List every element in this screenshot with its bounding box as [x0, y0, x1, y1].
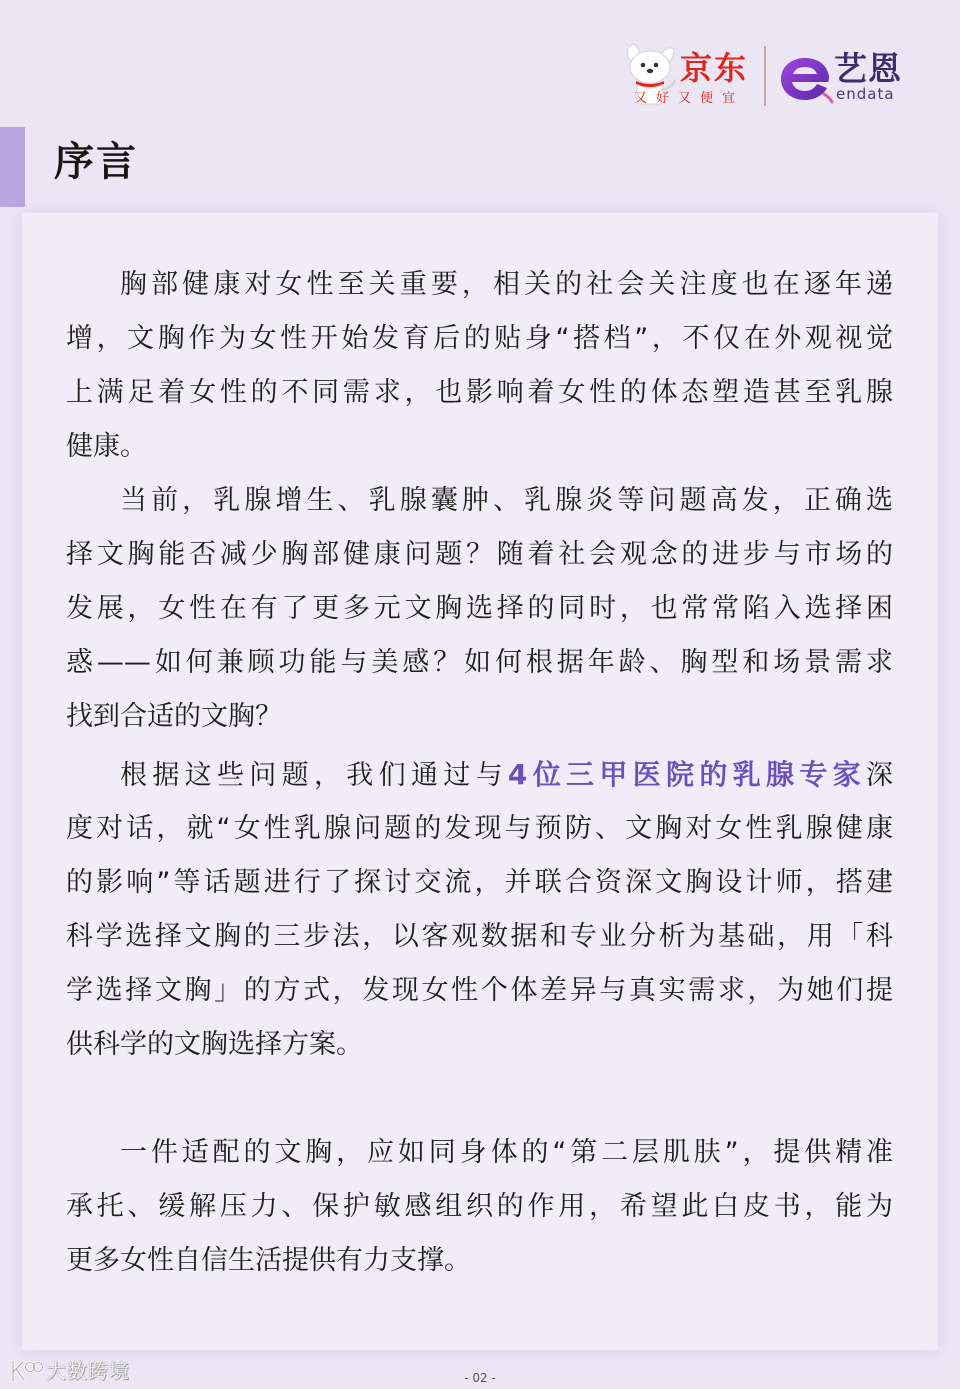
highlight-text: 4位三甲医院的乳腺专家 [507, 758, 867, 791]
endata-logo-name: 艺恩 [834, 49, 902, 88]
text-line: 承托、缓解压力、保护敏感组织的作用，希望此白皮书，能为 [66, 1191, 893, 1222]
text-line: 的影响”等话题进行了探讨交流，并联合资深文胸设计师，搭建 [66, 867, 893, 898]
page-number: - 02 - [464, 1371, 496, 1385]
text-line: 找到合适的文胸？ [66, 701, 282, 732]
paragraph [66, 748, 893, 1072]
text-line: 更多女性自信生活提供有力支撑。 [66, 1245, 471, 1276]
text-line [66, 748, 893, 802]
text-line: 胸部健康对女性至关重要，相关的社会关注度也在逐年递 [120, 269, 893, 300]
section-accent-bar [0, 127, 25, 207]
text-line: 发展，女性在有了更多元文胸选择的同时，也常常陷入选择困 [66, 593, 893, 624]
jd-logo-slogan: 又好又便宜 [634, 91, 745, 106]
watermark [8, 1356, 130, 1386]
text-line: 当前，乳腺增生、乳腺囊肿、乳腺炎等问题高发，正确选 [120, 485, 893, 516]
endata-e-icon [778, 54, 834, 104]
text-line: 惑——如何兼顾功能与美感？如何根据年龄、胸型和场景需求 [66, 647, 893, 678]
logo-divider [764, 46, 766, 106]
text-line: 增，文胸作为女性开始发育后的贴身“搭档”，不仅在外观视觉 [66, 323, 893, 354]
page-title: 序言 [54, 139, 138, 185]
endata-logo-wordmark: endata [836, 85, 895, 103]
watermark-text: 大数跨境 [46, 1359, 130, 1383]
paragraph [66, 1126, 893, 1288]
text-line: 择文胸能否减少胸部健康问题？随着社会观念的进步与市场的 [66, 539, 893, 570]
text-line: 学选择文胸」的方式，发现女性个体差异与真实需求，为她们提 [66, 975, 893, 1006]
text-segment: 深 [866, 760, 893, 791]
dashu-kuajing-logo-icon [8, 1358, 44, 1384]
text-line: 健康。 [66, 431, 147, 462]
content-box [22, 213, 938, 1350]
paragraph [66, 474, 893, 744]
jd-logo-name: 京东 [680, 49, 749, 87]
paragraph [66, 258, 893, 474]
text-segment: 根据这些问题，我们通过与 [120, 760, 508, 791]
text-line: 度对话，就“女性乳腺问题的发现与预防、文胸对女性乳腺健康 [66, 813, 893, 844]
text-line: 一件适配的文胸，应如同身体的“第二层肌肤”，提供精准 [120, 1137, 893, 1168]
text-line: 科学选择文胸的三步法，以客观数据和专业分析为基础，用「科 [66, 921, 893, 952]
text-line: 供科学的文胸选择方案。 [66, 1029, 363, 1060]
text-line: 上满足着女性的不同需求，也影响着女性的体态塑造甚至乳腺 [66, 377, 893, 408]
preface-text [66, 258, 893, 1288]
